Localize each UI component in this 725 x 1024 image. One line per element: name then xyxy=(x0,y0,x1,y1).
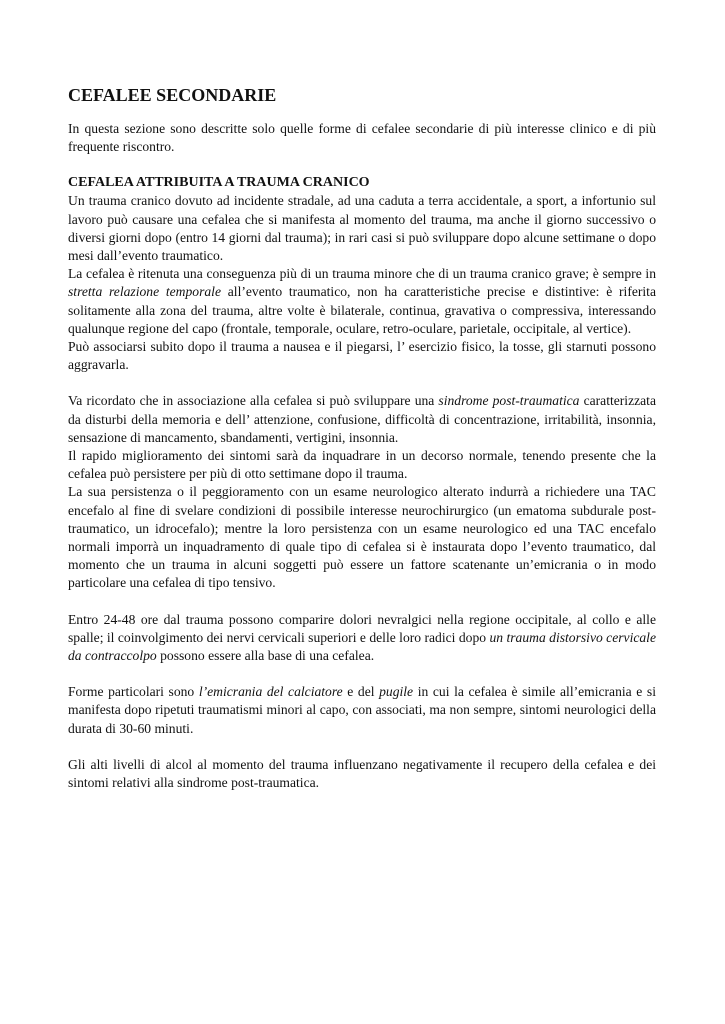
paragraph-6: La sua persistenza o il peggioramento con un esame neurologico alterato indurrà a richiedere una TAC encefalo al fine di svelare condizioni di possibile interesse neurochirurgico (un ematoma subdurale post-traumatico, un idrocefalo); mentre la loro persistenza con un esame neurologico ed una TAC encefalo normali imporrà un inquadramento di quale tipo di cefalea si è instaurata dopo l’evento traumatico, dal momento che un trauma in alcuni soggetti può essere un fattore scatenante un’emicrania o in modo particolare una cefalea di tipo tensivo. xyxy=(68,484,656,591)
intro-paragraph: In questa sezione sono descritte solo quelle forme di cefalee secondarie di più interesse clinico e di più frequente riscontro. xyxy=(68,121,656,155)
emphasis-text: pugile xyxy=(379,684,414,700)
emphasis-text: un trauma distorsivo cervicale da contraccolpo xyxy=(68,629,656,664)
document-title: CEFALEE SECONDARIE xyxy=(68,85,277,105)
document-page xyxy=(68,84,656,792)
section-title: CEFALEA ATTRIBUITA A TRAUMA CRANICO xyxy=(68,175,370,191)
paragraph-5: Il rapido miglioramento dei sintomi sarà da inquadrare in un decorso normale, tenendo presente che la cefalea può persistere per più di otto settimane dopo il trauma. xyxy=(68,448,656,482)
paragraph-7: Entro 24-48 ore dal trauma possono comparire dolori nevralgici nella regione occipitale, al collo e alle spalle; il coinvolgimento dei nervi cervicali superiori e delle loro radici dopo un trauma distorsivo cervicale da contraccolpo possono essere alla base di una cefalea. xyxy=(68,611,656,664)
emphasis-text: sindrome post-traumatica xyxy=(438,393,580,409)
paragraph-1: Un trauma cranico dovuto ad incidente stradale, ad una caduta a terra accidentale, a sport, a infortunio sul lavoro può causare una cefalea che si manifesta al momento del trauma, ma anche il giorno successivo o diversi giorni dopo (entro 14 giorni dal trauma); in rari casi si può sviluppare dopo alcune settimane o dopo mesi dall’evento traumatico. xyxy=(68,193,656,264)
paragraph-9: Gli alti livelli di alcol al momento del trauma influenzano negativamente il recupero della cefalea e dei sintomi relativi alla sindrome post-traumatica. xyxy=(68,756,656,791)
emphasis-text: stretta relazione temporale xyxy=(68,284,221,300)
paragraph-4: Va ricordato che in associazione alla cefalea si può sviluppare una sindrome post-traumatica caratterizzata da disturbi della memoria e dell’ attenzione, confusione, difficoltà di concentrazione, irritabilità, insonnia, sensazione di mancamento, sbandamenti, vertigini, insonnia. xyxy=(68,393,656,445)
paragraph-3: Può associarsi subito dopo il trauma a nausea e il piegarsi, l’ esercizio fisico, la tosse, gli starnuti possono aggravarla. xyxy=(68,339,656,373)
emphasis-text: l’emicrania del calciatore xyxy=(198,684,343,700)
paragraph-8: Forme particolari sono l’emicrania del calciatore e del pugile in cui la cefalea è simile all’emicrania e si manifesta dopo ripetuti traumatismi minori al capo, con associati, ma non sempre, sintomi neurologici della durata di 30-60 minuti. xyxy=(68,684,656,736)
paragraph-2: La cefalea è ritenuta una conseguenza più di un trauma minore che di un trauma cranico grave; è sempre in stretta relazione temporale all’evento traumatico, non ha caratteristiche precise e distintive: è riferita solitamente alla zona del trauma, altre volte è bilaterale, continua, gravativa o compressiva, interessando qualunque regione del capo (frontale, temporale, oculare, retro-oculare, parietale, occipitale, al vertice). xyxy=(68,266,656,336)
